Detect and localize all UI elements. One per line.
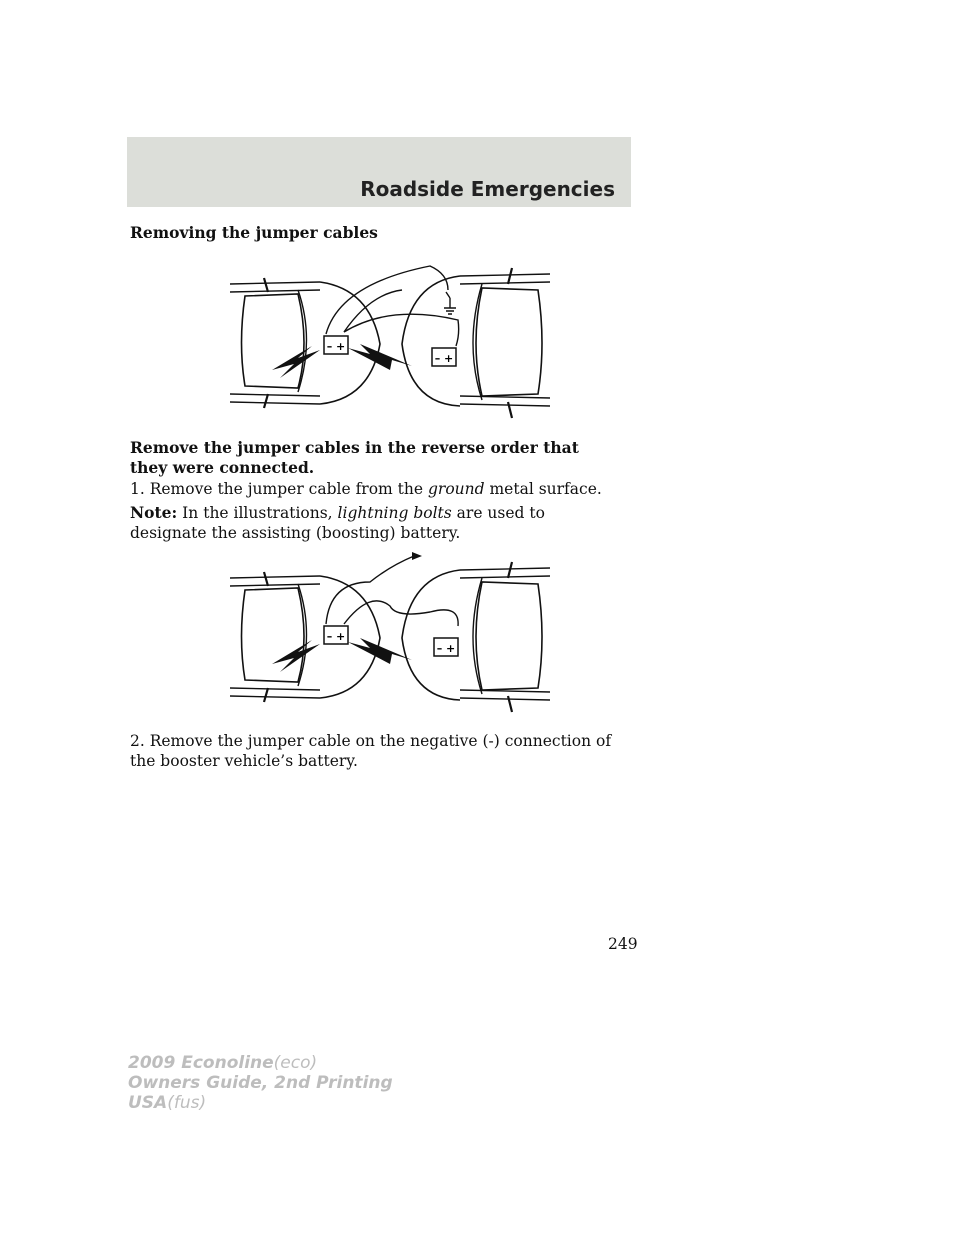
page-number: 249: [608, 935, 638, 953]
section-title: Roadside Emergencies: [360, 177, 615, 201]
reverse-order-instruction: Remove the jumper cables in the reverse order that they were connected.: [130, 438, 579, 477]
header-band: [127, 137, 631, 207]
jumper-diagram-1: [220, 254, 560, 424]
lightning-bolt-icon: [272, 640, 320, 672]
footer: 2009 Econoline(eco) Owners Guide, 2nd Printing USA(fus): [128, 1053, 393, 1113]
lightning-bolt-icon: [272, 346, 320, 378]
note: Note: In the illustrations, lightning bolts are used to designate the assisting (boosting) battery.: [130, 503, 545, 542]
section-heading: Removing the jumper cables: [130, 223, 378, 242]
battery-left-label: – +: [326, 340, 346, 353]
step-2: 2. Remove the jumper cable on the negative (-) connection of the booster vehicle’s battery.: [130, 732, 612, 770]
battery-left-label: – +: [326, 630, 346, 643]
step-1: 1. Remove the jumper cable from the ground metal surface.: [130, 480, 602, 498]
battery-right-label: – +: [436, 642, 456, 655]
jumper-diagram-2: [220, 546, 560, 721]
battery-right-label: – +: [434, 352, 454, 365]
